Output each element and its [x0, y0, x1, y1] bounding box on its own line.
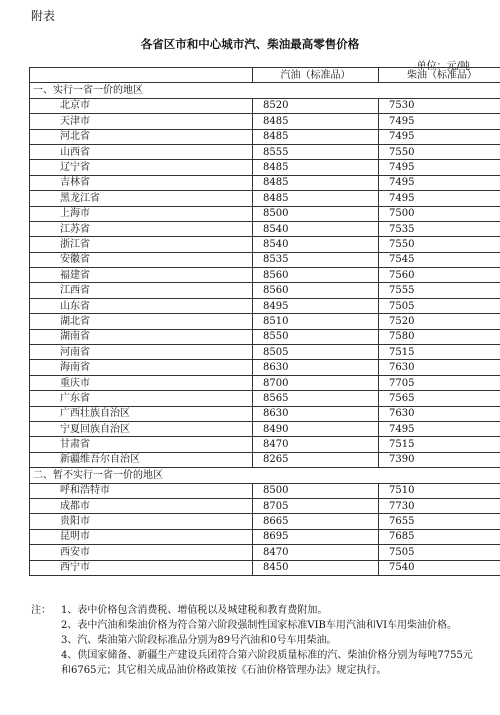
diesel-price-cell: 7495: [379, 160, 500, 175]
diesel-price-cell: 7515: [379, 345, 500, 360]
diesel-price-cell: 7495: [379, 114, 500, 129]
header-diesel: 柴油（标准品）: [379, 68, 500, 83]
attachment-label: 附表: [31, 9, 56, 23]
header-gasoline: 汽油（标准品）: [253, 68, 379, 83]
gasoline-price-cell: 8535: [253, 252, 379, 267]
gasoline-price-cell: 8560: [253, 268, 379, 283]
region-name-cell: 河南省: [30, 345, 253, 360]
table-row: [30, 298, 500, 313]
table-row: [30, 360, 500, 375]
region-name-cell: 湖南省: [30, 329, 253, 344]
table-row: [30, 437, 500, 452]
diesel-price-cell: 7495: [379, 421, 500, 436]
region-name-cell: 湖北省: [30, 314, 253, 329]
region-name-cell: 福建省: [30, 268, 253, 283]
region-name-cell: 甘肃省: [30, 437, 253, 452]
table-header-row: [30, 68, 500, 83]
diesel-price-cell: 7555: [379, 283, 500, 298]
diesel-price-cell: 7685: [379, 529, 500, 544]
note-1: 1、表中价格包含消费税、增值税以及城建税和教育费附加。: [61, 605, 328, 616]
table-row: [30, 345, 500, 360]
region-name-cell: 山东省: [30, 298, 253, 313]
gasoline-price-cell: 8500: [253, 206, 379, 221]
note-3: 3、汽、柴油第六阶段标准品分别为89号汽油和0号车用柴油。: [61, 635, 337, 646]
gasoline-price-cell: 8705: [253, 498, 379, 513]
diesel-price-cell: 7520: [379, 314, 500, 329]
gasoline-price-cell: 8485: [253, 160, 379, 175]
gasoline-price-cell: 8630: [253, 406, 379, 421]
table-row: [30, 529, 500, 544]
region-name-cell: 江西省: [30, 283, 253, 298]
gasoline-price-cell: 8485: [253, 129, 379, 144]
gasoline-price-cell: 8485: [253, 114, 379, 129]
region-name-cell: 吉林省: [30, 175, 253, 190]
section-row: [30, 83, 500, 98]
region-name-cell: 辽宁省: [30, 160, 253, 175]
region-name-cell: 宁夏回族自治区: [30, 421, 253, 436]
gasoline-price-cell: 8560: [253, 283, 379, 298]
region-name-cell: 上海市: [30, 206, 253, 221]
gasoline-price-cell: 8555: [253, 144, 379, 159]
diesel-price-cell: 7535: [379, 221, 500, 236]
gasoline-price-cell: 8565: [253, 391, 379, 406]
region-name-cell: 贵阳市: [30, 514, 253, 529]
gasoline-price-cell: 8540: [253, 221, 379, 236]
diesel-price-cell: 7580: [379, 329, 500, 344]
table-row: [30, 129, 500, 144]
gasoline-price-cell: 8495: [253, 298, 379, 313]
diesel-price-cell: 7565: [379, 391, 500, 406]
diesel-price-cell: 7540: [379, 560, 500, 575]
diesel-price-cell: 7655: [379, 514, 500, 529]
region-name-cell: 西宁市: [30, 560, 253, 575]
gasoline-price-cell: 8470: [253, 437, 379, 452]
region-name-cell: 河北省: [30, 129, 253, 144]
diesel-price-cell: 7545: [379, 252, 500, 267]
table-row: [30, 498, 500, 513]
price-table: [29, 67, 500, 576]
section-heading: 一、实行一省一价的地区: [30, 83, 500, 98]
region-name-cell: 广西壮族自治区: [30, 406, 253, 421]
table-row: [30, 206, 500, 221]
region-name-cell: 安徽省: [30, 252, 253, 267]
diesel-price-cell: 7630: [379, 360, 500, 375]
notes: [31, 603, 476, 678]
gasoline-price-cell: 8265: [253, 452, 379, 467]
diesel-price-cell: 7495: [379, 191, 500, 206]
gasoline-price-cell: 8485: [253, 191, 379, 206]
region-name-cell: 新疆维吾尔自治区: [30, 452, 253, 467]
gasoline-price-cell: 8700: [253, 375, 379, 390]
region-name-cell: 重庆市: [30, 375, 253, 390]
diesel-price-cell: 7515: [379, 437, 500, 452]
gasoline-price-cell: 8510: [253, 314, 379, 329]
region-name-cell: 天津市: [30, 114, 253, 129]
table-row: [30, 283, 500, 298]
unit-label: 单位：元/吨: [416, 61, 470, 72]
diesel-price-cell: 7500: [379, 206, 500, 221]
table-row: [30, 252, 500, 267]
table-row: [30, 545, 500, 560]
region-name-cell: 海南省: [30, 360, 253, 375]
diesel-price-cell: 7705: [379, 375, 500, 390]
table-row: [30, 191, 500, 206]
diesel-price-cell: 7550: [379, 144, 500, 159]
diesel-price-cell: 7505: [379, 298, 500, 313]
region-name-cell: 江苏省: [30, 221, 253, 236]
region-name-cell: 广东省: [30, 391, 253, 406]
table-row: [30, 514, 500, 529]
notes-label: 注：: [31, 605, 51, 616]
table-row: [30, 391, 500, 406]
region-name-cell: 浙江省: [30, 237, 253, 252]
table-row: [30, 237, 500, 252]
diesel-price-cell: 7560: [379, 268, 500, 283]
table-row: [30, 114, 500, 129]
diesel-price-cell: 7390: [379, 452, 500, 467]
section-row: [30, 468, 500, 483]
table-row: [30, 175, 500, 190]
region-name-cell: 呼和浩特市: [30, 483, 253, 498]
gasoline-price-cell: 8490: [253, 421, 379, 436]
region-name-cell: 北京市: [30, 98, 253, 113]
gasoline-price-cell: 8695: [253, 529, 379, 544]
table-row: [30, 483, 500, 498]
diesel-price-cell: 7495: [379, 175, 500, 190]
document-title: 各省区市和中心城市汽、柴油最高零售价格: [140, 37, 360, 51]
gasoline-price-cell: 8505: [253, 345, 379, 360]
table-row: [30, 452, 500, 467]
diesel-price-cell: 7505: [379, 545, 500, 560]
diesel-price-cell: 7630: [379, 406, 500, 421]
diesel-price-cell: 7510: [379, 483, 500, 498]
table-row: [30, 314, 500, 329]
gasoline-price-cell: 8500: [253, 483, 379, 498]
gasoline-price-cell: 8450: [253, 560, 379, 575]
note-4: 4、供国家储备、新疆生产建设兵团符合第六阶段质量标准的汽、柴油价格分别为每吨7755元和6765元；其它相关成品油价格政策按《石油价格管理办法》规定执行。: [61, 650, 473, 676]
gasoline-price-cell: 8485: [253, 175, 379, 190]
diesel-price-cell: 7550: [379, 237, 500, 252]
diesel-price-cell: 7495: [379, 129, 500, 144]
diesel-price-cell: 7730: [379, 498, 500, 513]
region-name-cell: 成都市: [30, 498, 253, 513]
note-2: 2、表中汽油和柴油价格为符合第六阶段强制性国家标准VIB车用汽油和VI车用柴油价格。: [61, 620, 458, 631]
diesel-price-cell: 7530: [379, 98, 500, 113]
table-row: [30, 221, 500, 236]
gasoline-price-cell: 8520: [253, 98, 379, 113]
section-heading: 二、暂不实行一省一价的地区: [30, 468, 500, 483]
gasoline-price-cell: 8550: [253, 329, 379, 344]
table-row: [30, 268, 500, 283]
table-row: [30, 160, 500, 175]
table-row: [30, 329, 500, 344]
gasoline-price-cell: 8540: [253, 237, 379, 252]
gasoline-price-cell: 8470: [253, 545, 379, 560]
table-row: [30, 98, 500, 113]
region-name-cell: 西安市: [30, 545, 253, 560]
gasoline-price-cell: 8665: [253, 514, 379, 529]
table-row: [30, 560, 500, 575]
table-row: [30, 144, 500, 159]
table-row: [30, 421, 500, 436]
table-row: [30, 375, 500, 390]
region-name-cell: 昆明市: [30, 529, 253, 544]
region-name-cell: 黑龙江省: [30, 191, 253, 206]
header-blank: [30, 68, 253, 83]
gasoline-price-cell: 8630: [253, 360, 379, 375]
table-row: [30, 406, 500, 421]
region-name-cell: 山西省: [30, 144, 253, 159]
